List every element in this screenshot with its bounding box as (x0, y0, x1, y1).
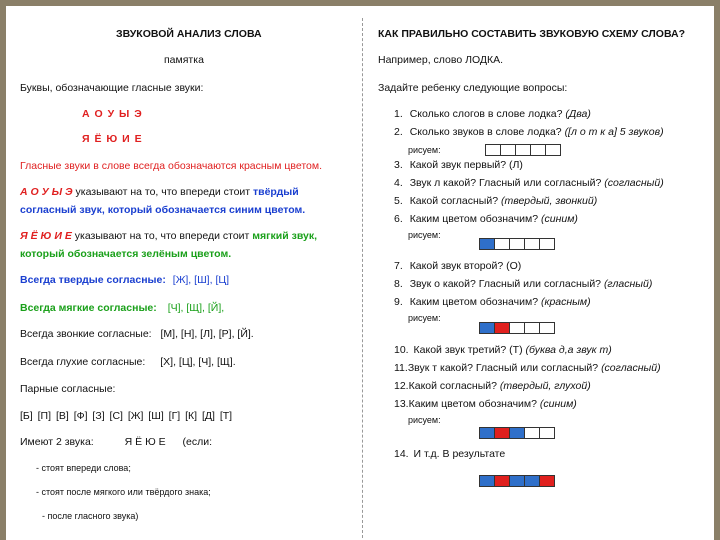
left-title: ЗВУКОВОЙ АНАЛИЗ СЛОВА (116, 28, 262, 40)
q11-text: Звук т какой? Гласный или согласный? (407, 362, 602, 374)
q12-num: 12. (394, 380, 409, 392)
ask-questions: Задайте ребенку следующие вопросы: (378, 82, 568, 94)
scheme-empty (486, 144, 561, 156)
always-hard-value: [Ж], [Ш], [Ц] (172, 274, 230, 286)
question-3 (394, 159, 523, 172)
q10-num: 10. (394, 344, 409, 356)
q6-text: Каким цветом обозначим? (409, 213, 541, 225)
q8-num: 8. (394, 278, 403, 290)
always-hard-label: Всегда твердые согласные: (20, 274, 166, 286)
scheme-cell-blue (479, 322, 495, 334)
hard-letters: А О У Ы Э (20, 186, 73, 198)
q9-answer: (красным) (540, 296, 591, 308)
q7-num: 7. (394, 260, 403, 272)
condition-2: - стоят после мягкого или твёрдого знака; (36, 487, 211, 497)
always-soft-label: Всегда мягкие согласные: (20, 302, 157, 314)
q3-num: 3. (394, 159, 403, 171)
scheme-cell-red (494, 322, 510, 334)
condition-1: - стоят впереди слова; (36, 463, 131, 473)
question-12 (394, 380, 591, 393)
question-1 (394, 108, 591, 121)
q5-num: 5. (394, 195, 403, 207)
drawing-label-3: рисуем: (408, 313, 441, 323)
question-2 (394, 126, 664, 139)
always-hard (20, 274, 229, 287)
paired-label: Парные согласные: (20, 383, 116, 395)
q5-text: Какой согласный? (409, 195, 501, 207)
q14-text: И т.д. В результате (413, 448, 506, 460)
question-10 (394, 344, 612, 357)
q9-text: Каким цветом обозначим? (409, 296, 541, 308)
q12-text: Какой согласный? (408, 380, 500, 392)
two-sounds-note: (если: (182, 436, 213, 448)
scheme-cell (509, 238, 525, 250)
two-sounds (20, 436, 212, 449)
always-soft (20, 302, 224, 315)
scheme-cell (509, 322, 525, 334)
q14-num: 14. (394, 448, 409, 460)
scheme-cell-blue (509, 475, 525, 487)
question-9 (394, 296, 591, 309)
vowels-color-rule-b: красным цветом. (239, 160, 322, 172)
scheme-cell-blue (524, 475, 540, 487)
q13-text: Каким цветом обозначим? (408, 398, 540, 410)
q1-text: Сколько слогов в слове лодка? (409, 108, 566, 120)
voiceless-value: [Х], [Ц], [Ч], [Щ]. (160, 356, 236, 368)
drawing-label-2: рисуем: (408, 230, 441, 240)
scheme-cell-blue (479, 238, 495, 250)
q12-answer: (твердый, глухой) (499, 380, 591, 392)
drawing-label-1: рисуем: (408, 145, 441, 155)
q2-num: 2. (394, 126, 403, 138)
question-13 (394, 398, 577, 411)
scheme-cell (485, 144, 501, 156)
hard-rule-line2: согласный звук, который обозначается синим цветом. (20, 204, 306, 216)
scheme-cell (515, 144, 531, 156)
paired-value: [Б] [П] [В] [Ф] [З] [С] [Ж] [Ш] [Г] [К] [Д] [Т] (20, 410, 233, 422)
q4-answer: (согласный) (604, 177, 664, 189)
q2-text: Сколько звуков в слове лодка? (409, 126, 565, 138)
scheme-step-1 (480, 238, 555, 250)
q8-text: Звук о какой? Гласный или согласный? (409, 278, 604, 290)
question-7 (394, 260, 521, 273)
scheme-cell (494, 238, 510, 250)
always-soft-value: [Ч], [Щ], [Й], (167, 302, 225, 314)
soft-rule-line1 (20, 230, 317, 243)
soft-text-b: мягкий звук, (252, 230, 318, 242)
q1-num: 1. (394, 108, 403, 120)
q11-answer: (согласный) (601, 362, 661, 374)
question-5 (394, 195, 597, 208)
condition-3: - после гласного звука) (42, 511, 139, 521)
q2-answer: ([л о т к а] 5 звуков) (564, 126, 664, 138)
vowels-heading: Буквы, обозначающие гласные звуки: (20, 82, 204, 94)
vowels-color-rule-a: Гласные звуки в слове всегда обозначаются (20, 160, 240, 172)
q3-text: Какой звук первый? (Л) (409, 159, 523, 171)
q6-num: 6. (394, 213, 403, 225)
scheme-cell-red (539, 475, 555, 487)
scheme-cell (524, 427, 540, 439)
q5-answer: (твердый, звонкий) (500, 195, 598, 207)
q11-num: 11. (394, 362, 408, 374)
scheme-cell-blue (479, 427, 495, 439)
example-word: Например, слово ЛОДКА. (378, 54, 504, 66)
voiceless-label: Всегда глухие согласные: (20, 356, 146, 368)
q4-num: 4. (394, 177, 403, 189)
q8-answer: (гласный) (603, 278, 653, 290)
q13-num: 13. (394, 398, 409, 410)
always-voiced (20, 328, 254, 341)
vowels-color-rule (20, 160, 322, 173)
left-subtitle: памятка (164, 54, 204, 66)
hard-rule-line1 (20, 186, 299, 199)
scheme-cell (530, 144, 546, 156)
scheme-result (480, 475, 555, 487)
question-4 (394, 177, 664, 190)
scheme-cell (539, 238, 555, 250)
column-divider (362, 18, 363, 538)
vowels-row-1: А О У Ы Э (82, 108, 143, 120)
scheme-cell (539, 322, 555, 334)
q1-answer: (Два) (565, 108, 591, 120)
document-page (6, 6, 714, 540)
scheme-cell-blue (479, 475, 495, 487)
vowels-row-2: Я Ё Ю И Е (82, 133, 143, 145)
always-voiceless (20, 356, 236, 369)
voiced-label: Всегда звонкие согласные: (20, 328, 152, 340)
q10-text: Какой звук третий? (Т) (413, 344, 526, 356)
q4-text: Звук л какой? Гласный или согласный? (409, 177, 605, 189)
scheme-step-3 (480, 427, 555, 439)
hard-text-a: указывают на то, что впереди стоит (72, 186, 253, 198)
scheme-cell-red (494, 427, 510, 439)
right-title: КАК ПРАВИЛЬНО СОСТАВИТЬ ЗВУКОВУЮ СХЕМУ СЛОВА? (378, 28, 686, 40)
scheme-cell (539, 427, 555, 439)
q6-answer: (синим) (540, 213, 578, 225)
scheme-cell-blue (509, 427, 525, 439)
question-11 (394, 362, 661, 375)
scheme-cell (524, 238, 540, 250)
question-8 (394, 278, 652, 291)
scheme-cell (500, 144, 516, 156)
scheme-step-2 (480, 322, 555, 334)
scheme-cell (524, 322, 540, 334)
question-14 (394, 448, 505, 461)
question-6 (394, 213, 578, 226)
q13-answer: (синим) (539, 398, 577, 410)
voiced-value: [М], [Н], [Л], [Р], [Й]. (160, 328, 254, 340)
q10-answer: (буква д,а звук т) (525, 344, 612, 356)
scheme-cell (545, 144, 561, 156)
soft-letters: Я Ё Ю И Е (20, 230, 72, 242)
scheme-cell-red (494, 475, 510, 487)
two-sounds-label: Имеют 2 звука: (20, 436, 94, 448)
soft-text-a: указывают на то, что впереди стоит (71, 230, 253, 242)
hard-text-b: твёрдый (253, 186, 299, 198)
q7-text: Какой звук второй? (О) (409, 260, 522, 272)
soft-rule-line2: который обозначается зелёным цветом. (20, 248, 232, 260)
drawing-label-4: рисуем: (408, 415, 441, 425)
q9-num: 9. (394, 296, 403, 308)
two-sounds-letters: Я Ё Ю Е (124, 436, 166, 448)
